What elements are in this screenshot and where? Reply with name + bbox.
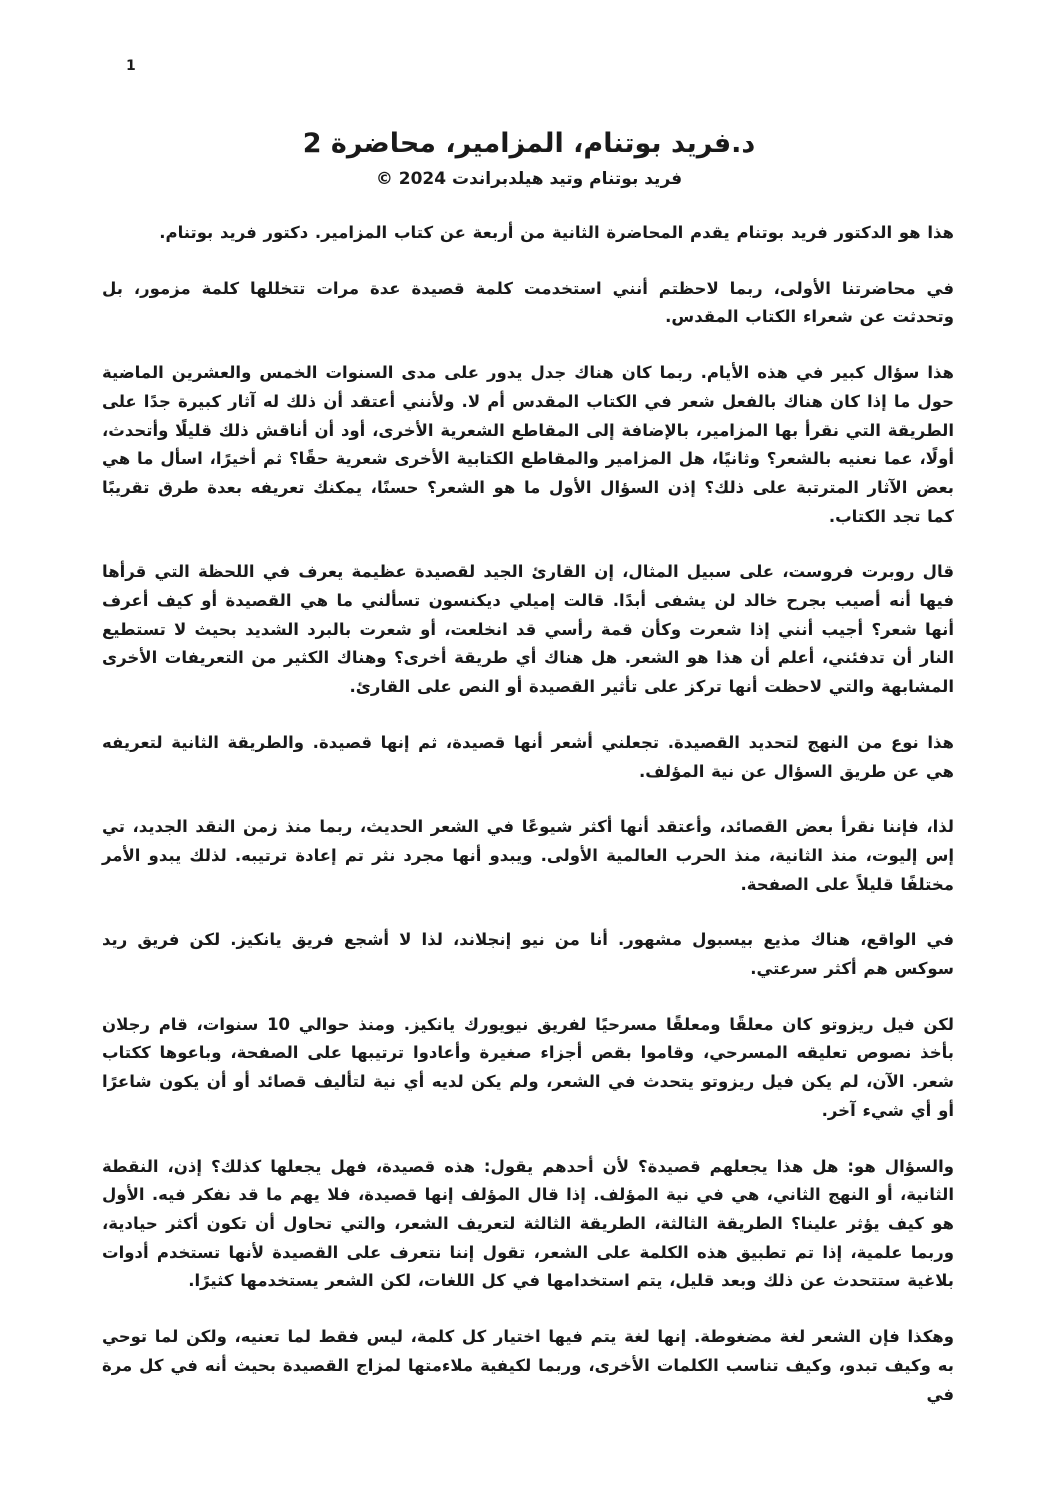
- paragraph: لكن فيل ريزوتو كان معلقًا ومعلقًا مسرحيًا لفريق نيويورك يانكيز. ومنذ حوالي 10 سنوات، قام رجلان بأخذ نصوص تعليقه المسرحي، وقاموا بقص أجزاء صغيرة وأعادوا ترتيبها على الصفحة، وباعوها ككتاب شعر. الآن، لم يكن فيل ريزوتو يتحدث في الشعر، ولم يكن لديه أي نية لتأليف قصائد أو أن يكون شاعرًا أو أي شيء آخر.: [102, 1014, 954, 1120]
- copyright-byline: فريد بوتنام وتيد هيلدبراندت 2024 ©: [375, 169, 683, 189]
- paragraph: لذا، فإننا نقرأ بعض القصائد، وأعتقد أنها أكثر شيوعًا في الشعر الحديث، ربما منذ زمن النقد الجديد، تي إس إليوت، منذ الثانية، منذ الحرب العالمية الأولى. ويبدو أنها مجرد نثر تم إعادة ترتيبه. لذلك يبدو الأمر مختلفًا قليلاً على الصفحة.: [102, 817, 954, 894]
- paragraph: قال روبرت فروست، على سبيل المثال، إن القارئ الجيد لقصيدة عظيمة يعرف في اللحظة التي قرأها فيها أنه أصيب بجرح خالد لن يشفى أبدًا. قالت إميلي ديكنسون تسألني ما هي القصيدة أو كيف أعرف أنها شعر؟ أجيب أنني إذا شعرت وكأن قمة رأسي قد انخلعت، أو شعرت بالبرد الشديد بحيث لا تستطيع النار أن تدفئني، أعلم أن هذا هو الشعر. هل هناك أي طريقة أخرى؟ وهناك الكثير من التعريفات الأخرى المشابهة والتي لاحظت أنها تركز على تأثير القصيدة أو النص على القارئ.: [102, 562, 954, 697]
- paragraph: وهكذا فإن الشعر لغة مضغوطة. إنها لغة يتم فيها اختيار كل كلمة، ليس فقط لما تعنيه، ولكن لما توحي به وكيف تبدو، وكيف تناسب الكلمات الأخرى، وربما لكيفية ملاءمتها لمزاج القصيدة بحيث أنه في كل مرة في: [102, 1327, 954, 1404]
- paragraph: هذا سؤال كبير في هذه الأيام. ربما كان هناك جدل يدور على مدى السنوات الخمس والعشرين الماضية حول ما إذا كان هناك بالفعل شعر في الكتاب المقدس أم لا. ولأنني أعتقد أن ذلك له آثار كبيرة جدًا على الطريقة التي نقرأ بها المزامير، بالإضافة إلى المقاطع الشعرية الأخرى، أود أن أناقش ذلك قليلًا وأتحدث، أولًا، عما نعنيه بالشعر؟ وثانيًا، هل المزامير والمقاطع الكتابية الأخرى شعرية حقًا؟ ثم أخيرًا، اسأل ما هي بعض الآثار المترتبة على ذلك؟ إذن السؤال الأول ما هو الشعر؟ حسنًا، يمكنك تعريفه بعدة طرق تقريبًا كما تجد الكتاب.: [102, 363, 954, 526]
- document-title: د.فريد بوتنام، المزامير، محاضرة 2: [302, 128, 756, 159]
- page-number: 1: [126, 58, 136, 74]
- paragraph: هذا نوع من النهج لتحديد القصيدة. تجعلني أشعر أنها قصيدة، ثم إنها قصيدة. والطريقة الثانية لتعريفه هي عن طريق السؤال عن نية المؤلف.: [102, 732, 954, 781]
- paragraph: في الواقع، هناك مذيع بيسبول مشهور. أنا من نيو إنجلاند، لذا لا أشجع فريق يانكيز. لكن فريق ريد سوكس هم أكثر سرعتي.: [102, 930, 954, 979]
- paragraph: والسؤال هو: هل هذا يجعلهم قصيدة؟ لأن أحدهم يقول: هذه قصيدة، فهل يجعلها كذلك؟ إذن، النقطة الثانية، أو النهج الثاني، هي في نية المؤلف. إذا قال المؤلف إنها قصيدة، فلا يهم ما قد نفكر فيه. الأول هو كيف يؤثر علينا؟ الطريقة الثالثة، الطريقة الثالثة لتعريف الشعر، والتي تحاول أن تكون أكثر حيادية، وربما علمية، إذا تم تطبيق هذه الكلمة على الشعر، تقول إننا نتعرف على القصيدة لأنها تستخدم أدوات بلاغية ستتحدث عن ذلك وبعد قليل، يتم استخدامها في كل اللغات، لكن الشعر يستخدمها كثيرًا.: [102, 1156, 954, 1291]
- paragraph: هذا هو الدكتور فريد بوتنام يقدم المحاضرة الثانية من أربعة عن كتاب المزامير. دكتور فريد بوتنام.: [159, 223, 954, 242]
- document-header: [0, 0, 1058, 189]
- paragraph: في محاضرتنا الأولى، ربما لاحظتم أنني استخدمت كلمة قصيدة عدة مرات تتخللها كلمة مزمور، بل وتحدثت عن شعراء الكتاب المقدس.: [102, 278, 954, 327]
- document-body: [0, 189, 1058, 1409]
